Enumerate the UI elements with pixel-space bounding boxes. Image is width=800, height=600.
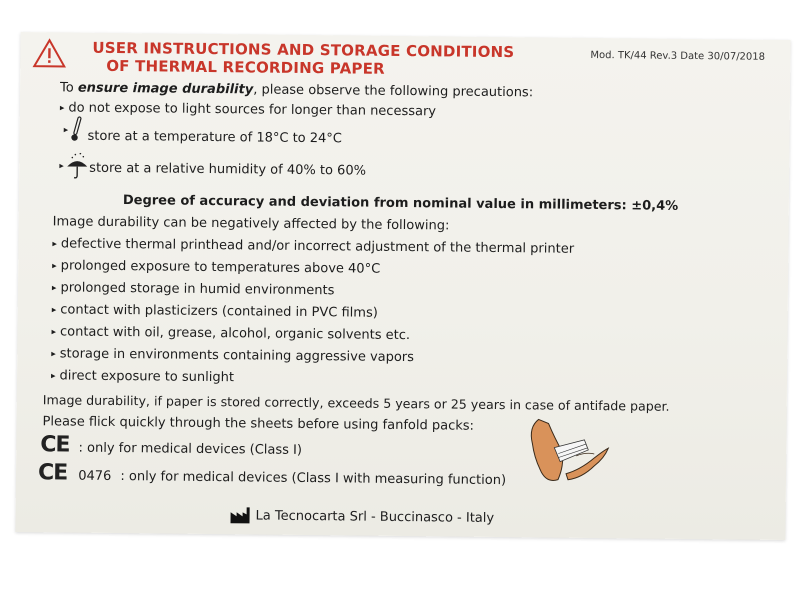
negative-intro: Image durability can be negatively affected by the following:: [52, 214, 450, 234]
ce-mark-icon: CE: [40, 432, 70, 458]
negative-text: direct exposure to sunlight: [59, 368, 235, 386]
flick-instruction: Please flick quickly through the sheets before using fanfold packs:: [42, 414, 475, 434]
accuracy-statement: Degree of accuracy and deviation from nominal value in millimeters: ±0,4%: [122, 193, 679, 214]
svg-text:▸: ▸: [59, 161, 64, 172]
document-meta: Mod. TK/44 Rev.3 Date 30/07/2018: [590, 49, 766, 63]
negative-text: contact with plasticizers (contained in PVC films): [60, 302, 378, 321]
bullet-icon: ▸: [59, 103, 65, 114]
intro-suffix: , please observe the following precautions:: [253, 82, 534, 101]
negative-text: contact with oil, grease, alcohol, organic solvents etc.: [59, 324, 411, 344]
negative-text: prolonged exposure to temperatures above 40°C: [60, 258, 381, 277]
precaution-text: store at a relative humidity of 40% to 60%: [89, 160, 367, 179]
negative-item: [52, 258, 380, 276]
bullet-icon: ▸: [52, 261, 57, 272]
umbrella-rain-icon: [59, 150, 89, 180]
ce-row-2: [38, 460, 506, 490]
warning-triangle-icon: [32, 38, 66, 68]
precaution-text: do not expose to light sources for longer than necessary: [68, 100, 437, 120]
thermometer-icon: [63, 114, 85, 142]
manufacturer: La Tecnocarta Srl - Buccinasco - Italy: [255, 508, 495, 526]
intro-prefix: To: [59, 80, 78, 96]
bullet-icon: ▸: [51, 305, 57, 316]
negative-item: [52, 302, 378, 320]
negative-item: [52, 236, 574, 256]
ce-row-1: [40, 432, 302, 460]
instruction-card: [15, 32, 790, 540]
precaution-item: [89, 161, 366, 179]
ce-number: 0476: [78, 468, 112, 484]
negative-text: storage in environments containing aggressive vapors: [59, 346, 415, 366]
negative-item: [51, 346, 414, 365]
negative-item: [52, 280, 335, 298]
negative-item: [51, 368, 234, 385]
negative-item: [51, 324, 410, 343]
bullet-icon: ▸: [51, 327, 57, 338]
ce-text-2: : only for medical devices (Class I with measuring function): [120, 469, 507, 489]
svg-text:▸: ▸: [63, 125, 69, 136]
bullet-icon: ▸: [50, 371, 56, 382]
bullet-icon: ▸: [51, 349, 56, 360]
bullet-icon: ▸: [51, 283, 57, 294]
title-line-1: USER INSTRUCTIONS AND STORAGE CONDITIONS: [92, 38, 515, 62]
factory-icon: [229, 506, 251, 524]
hands-flicking-paper-icon: [524, 413, 611, 492]
precaution-text: store at a temperature of 18°C to 24°C: [87, 128, 342, 147]
precaution-item: [87, 129, 342, 147]
negative-text: defective thermal printhead and/or incorrect adjustment of the thermal printer: [60, 236, 575, 257]
ce-mark-icon: CE: [37, 460, 68, 486]
intro-emphasis: ensure image durability: [77, 80, 254, 98]
durability-statement: Image durability, if paper is stored correctly, exceeds 5 years or 25 years in case of antifade paper.: [42, 392, 670, 414]
precaution-item: [60, 100, 436, 119]
intro-line: [60, 80, 533, 100]
ce-text-1: : only for medical devices (Class I): [78, 440, 303, 458]
title-line-2: OF THERMAL RECORDING PAPER: [106, 56, 385, 78]
bullet-icon: ▸: [52, 239, 58, 250]
negative-text: prolonged storage in humid environments: [60, 280, 335, 299]
